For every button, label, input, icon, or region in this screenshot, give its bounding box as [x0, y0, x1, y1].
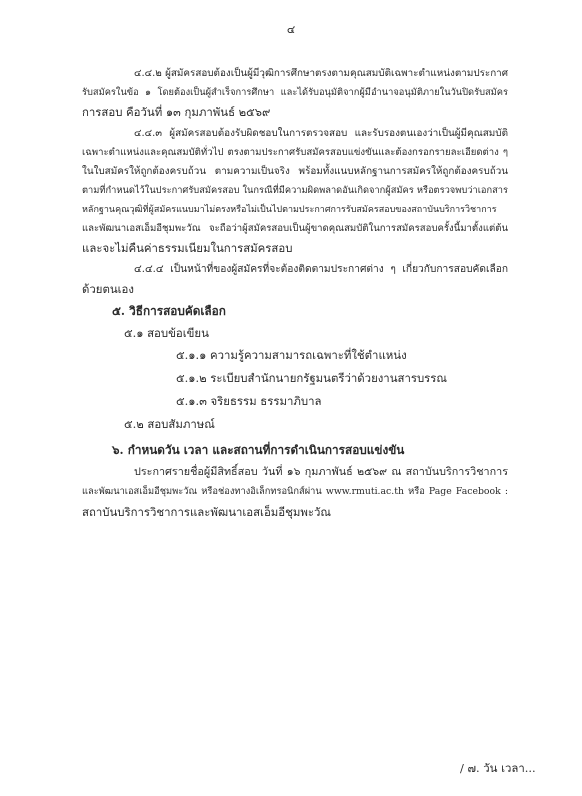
- section-6-line-1: ประกาศรายชื่อผู้มีสิทธิ์สอบ วันที่ ๑๖ กุมภาพันธ์ ๒๕๖๙ ณ สถาบันบริการวิชาการ: [134, 465, 508, 478]
- paragraph-4-4-2-line-3: การสอบ คือวันที่ ๑๓ กุมภาพันธ์ ๒๕๖๙: [82, 105, 271, 119]
- section-5-1-item: ๕.๑ สอบข้อเขียน: [124, 326, 209, 340]
- paragraph-4-4-4-line-1: ๔.๔.๔ เป็นหน้าที่ของผู้สมัครที่จะต้องติดตามประกาศต่าง ๆ เกี่ยวกับการสอบคัดเลือก: [134, 264, 508, 275]
- paragraph-4-4-3-line-7: และจะไม่คืนค่าธรรมเนียมในการสมัครสอบ: [82, 241, 293, 255]
- paragraph-4-4-2-line-2: รับสมัครในข้อ ๑ โดยต้องเป็นผู้สำเร็จการศึกษา และได้รับอนุมัติจากผู้มีอำนาจอนุมัติภายในวันปิดรับสมัคร: [82, 87, 508, 98]
- paragraph-4-4-3-line-3: ในใบสมัครให้ถูกต้องครบถ้วน ตามความเป็นจริง พร้อมทั้งแนบหลักฐานการสมัครให้ถูกต้องครบถ้วน: [82, 166, 508, 177]
- section-5-1-1-item: ๕.๑.๑ ความรู้ความสามารถเฉพาะที่ใช้ตำแหน่ง: [176, 348, 407, 362]
- paragraph-4-4-4-line-2: ด้วยตนเอง: [82, 282, 134, 296]
- section-5-1-2-item: ๕.๑.๒ ระเบียบสำนักนายกรัฐมนตรีว่าด้วยงานสารบรรณ: [176, 371, 447, 385]
- paragraph-4-4-2-line-1: ๔.๔.๒ ผู้สมัครสอบต้องเป็นผู้มีวุฒิการศึกษาตรงตามคุณสมบัติเฉพาะตำแหน่งตามประกาศ: [134, 68, 508, 79]
- section-5-heading: ๕. วิธีการสอบคัดเลือก: [112, 304, 226, 318]
- paragraph-4-4-3-line-6: และพัฒนาเอสเอ็มอีชุมพะวัณ จะถือว่าผู้สมัครสอบเป็นผู้ขาดคุณสมบัติในการสมัครสอบครั้งนี้มาตั้งแต่ต้น: [82, 223, 508, 234]
- section-5-1-3-item: ๕.๑.๓ จริยธรรม ธรรมาภิบาล: [176, 394, 322, 408]
- paragraph-4-4-3-line-2: เฉพาะตำแหน่งและคุณสมบัติทั่วไป ตรงตามประกาศรับสมัครสอบแข่งขันและต้องกรอกรายละเอียดต่าง ๆ: [82, 147, 508, 158]
- section-6-line-3: สถาบันบริการวิชาการและพัฒนาเอสเอ็มอีชุมพะวัณ: [82, 505, 331, 519]
- page-number: ๔: [286, 23, 296, 36]
- section-5-2-item: ๕.๒ สอบสัมภาษณ์: [124, 417, 215, 431]
- paragraph-4-4-3-line-4: ตามที่กำหนดไว้ในประกาศรับสมัครสอบ ในกรณีที่มีความผิดพลาดอันเกิดจากผู้สมัคร หรือตรวจพบว่าเอกสาร: [82, 185, 508, 196]
- section-6-heading: ๖. กำหนดวัน เวลา และสถานที่การดำเนินการสอบแข่งขัน: [112, 443, 405, 457]
- paragraph-4-4-3-line-1: ๔.๔.๓ ผู้สมัครสอบต้องรับผิดชอบในการตรวจสอบ และรับรองตนเองว่าเป็นผู้มีคุณสมบัติ: [134, 128, 508, 139]
- paragraph-4-4-3-line-5: หลักฐานคุณวุฒิที่ผู้สมัครแนบมาไม่ตรงหรือไม่เป็นไปตามประกาศการรับสมัครสอบของสถาบันบริการวิชาการ: [82, 205, 497, 215]
- section-6-line-2: และพัฒนาเอสเอ็มอีชุมพะวัณ หรือช่องทางอิเล็กทรอนิกส์ผ่าน www.rmuti.ac.th หรือ Page Facebook :: [82, 486, 508, 497]
- page-continuation-note: / ๗. วัน เวลา...: [460, 761, 536, 775]
